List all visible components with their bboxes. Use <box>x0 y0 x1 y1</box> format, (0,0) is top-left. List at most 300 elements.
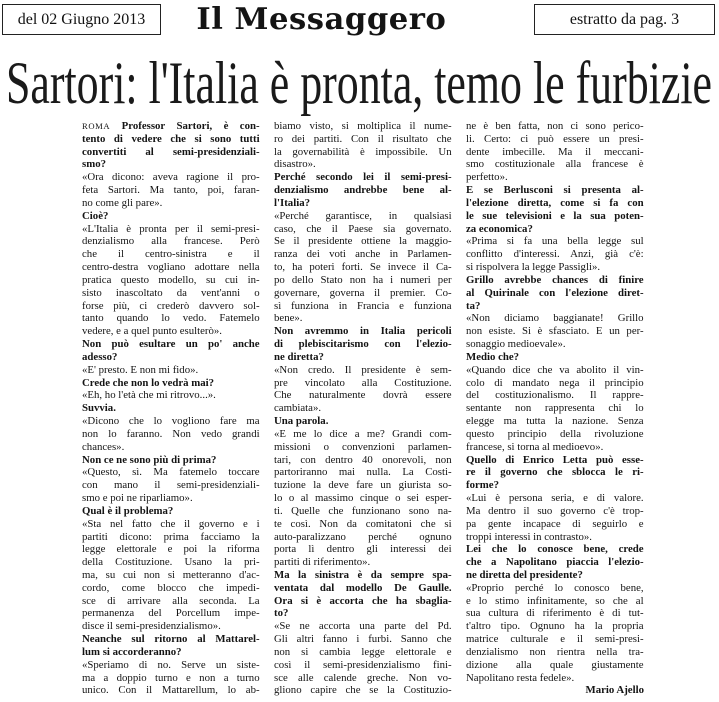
line-text: denzialismo non rientra nella tra- <box>466 645 644 658</box>
byline <box>466 684 644 697</box>
text-line <box>274 312 452 325</box>
line-text: sce alle calende greche. Non vo- <box>274 671 452 684</box>
interview-answer <box>82 364 260 377</box>
interview-question <box>466 543 644 581</box>
line-text: perfetto». <box>466 171 508 184</box>
text-line <box>274 210 452 223</box>
line-text: e lo stimo infinitamente, so che al <box>466 594 644 607</box>
line-text: Ma dentro il suo governo c'è trop- <box>466 504 644 517</box>
text-line <box>82 595 260 608</box>
interview-answer <box>82 518 260 633</box>
line-text: tento di vedere che si sono tutti <box>82 132 260 145</box>
text-line <box>82 197 260 210</box>
text-line <box>466 607 644 620</box>
line-text: le sue televisioni e la sua poten- <box>466 209 644 222</box>
line-text: Una parola. <box>274 415 329 428</box>
line-text: no come gli pare». <box>82 196 163 209</box>
line-text: questo principio della rivoluzione <box>466 427 644 440</box>
page-reference-box <box>534 4 715 35</box>
text-line <box>466 556 644 569</box>
line-text: lo o al massimo cinque o sei esper- <box>274 492 452 505</box>
text-line <box>466 492 644 505</box>
line-text: disce il semi-presidenzialismo». <box>82 620 221 633</box>
line-text: smo costituzionale alla francese è <box>466 158 644 171</box>
line-text: l'elezione diretta, come si fa con <box>466 196 644 209</box>
line-text: l'Italia? <box>274 196 310 209</box>
line-text: Quello di Enrico Letta può esse- <box>466 453 644 466</box>
line-text: re il governo che sblocca le ri- <box>466 466 644 479</box>
text-line <box>466 287 644 300</box>
line-text: auto-paralizzano perché ognuno <box>274 530 452 543</box>
text-line <box>466 531 644 544</box>
line-text: Neanche sul ritorno al Mattarel- <box>82 633 260 646</box>
text-line <box>274 120 452 133</box>
line-text: sce di arrivare alla seconda. La <box>82 594 260 607</box>
text-line <box>82 582 260 595</box>
line-text: chances». <box>82 440 125 453</box>
text-line <box>466 184 644 197</box>
line-text: E se Berlusconi si presenta al- <box>466 184 644 197</box>
line-text: del costituzionalismo. Il rappre- <box>466 389 644 402</box>
line-text: ne diretta? <box>274 350 324 363</box>
text-line <box>274 133 452 146</box>
text-line <box>82 364 260 377</box>
interview-answer <box>274 210 452 325</box>
text-line <box>82 492 260 505</box>
line-text: elegge ma tutta la nazione. Senza <box>466 415 644 428</box>
line-text: te così. Non da comitatoni che si <box>274 517 452 530</box>
text-line <box>82 518 260 531</box>
line-text: pratica questo modello, su cui in- <box>82 273 260 286</box>
line-text: Medio che? <box>466 350 520 363</box>
text-line <box>82 428 260 441</box>
line-text: vedere, e a quel punto esulterò». <box>82 325 223 338</box>
line-text: Se il presidente ottiene la maggio- <box>274 235 452 248</box>
dateline: ROMA <box>82 121 111 131</box>
line-text: Non ce ne sono più di prima? <box>82 453 217 466</box>
text-line <box>274 389 452 402</box>
text-line <box>274 620 452 633</box>
interview-answer <box>82 389 260 402</box>
line-text: «Eh, ho l'età che mi ritrovo...». <box>82 389 216 402</box>
text-line <box>274 325 452 338</box>
text-line <box>274 531 452 544</box>
line-text: ventata dal modello De Gaulle. <box>274 581 452 594</box>
line-text: centro-destra vogliano adottare nella <box>82 261 260 274</box>
line-text: conflitto d'interessi. Anzi, già c'è: <box>466 248 644 261</box>
text-line <box>466 582 644 595</box>
text-line <box>466 210 644 223</box>
text-line <box>466 235 644 248</box>
text-line <box>466 158 644 171</box>
line-text: «Dicono che lo vogliono fare ma <box>82 415 260 428</box>
line-text: denzialismo andrebbe bene al- <box>274 184 452 197</box>
line-text: si rispolvera la legge Passigli». <box>466 261 601 274</box>
article-column-3 <box>466 120 644 697</box>
text-line <box>82 210 260 223</box>
line-text: to? <box>274 607 289 620</box>
text-line <box>274 569 452 582</box>
line-text: Grillo avrebbe chances di finire <box>466 273 644 286</box>
line-text: «Quando dice che va abolito il vin- <box>466 363 644 376</box>
text-line <box>466 466 644 479</box>
line-text: cordo, come blocco che impedi- <box>82 581 260 594</box>
line-text: tanto quando lo vedo. Fatemelo <box>82 312 260 325</box>
text-line <box>82 505 260 518</box>
line-text: non esiste. Si è sfasciato. E un per- <box>466 325 644 338</box>
line-text: sisto inascoltato da vent'anni o <box>82 286 260 299</box>
line-text: feta Sartori. Ma tanto, poi, faran- <box>82 184 260 197</box>
text-line <box>274 223 452 236</box>
line-text: tari, con dentro 40 onorevoli, non <box>274 453 452 466</box>
text-line <box>82 184 260 197</box>
line-text: «Ora dicono: aveva ragione il pro- <box>82 171 260 184</box>
interview-question <box>82 402 260 415</box>
text-line <box>82 646 260 659</box>
text-line <box>82 248 260 261</box>
line-text: Perché secondo lei il semi-presi- <box>274 171 452 184</box>
line-text: partiti dicono: prima facciamo la <box>82 530 260 543</box>
line-text: sì funziona in Francia e funziona <box>274 299 452 312</box>
line-text: sentante non rappresenta chi lo <box>466 402 644 415</box>
text-line <box>274 146 452 159</box>
text-line <box>274 351 452 364</box>
line-text: non lo faranno. Non vedo grandi <box>82 427 260 440</box>
text-line <box>82 325 260 338</box>
text-line <box>466 274 644 287</box>
text-line <box>274 441 452 454</box>
interview-answer <box>466 492 644 543</box>
interview-question <box>466 274 644 312</box>
text-line <box>82 120 260 133</box>
line-text: «Lui è persona seria, e di valore. <box>466 492 644 505</box>
interview-answer <box>274 120 452 171</box>
text-line <box>466 441 644 454</box>
text-line <box>82 569 260 582</box>
line-text: cambiata». <box>274 402 322 415</box>
text-line <box>466 646 644 659</box>
text-line <box>466 197 644 210</box>
text-line <box>82 223 260 236</box>
line-text: ta? <box>466 299 481 312</box>
line-text: dente imbecille. Ma il meccani- <box>466 145 644 158</box>
text-line <box>466 505 644 518</box>
interview-answer <box>82 415 260 453</box>
text-line <box>82 274 260 287</box>
text-line <box>82 158 260 171</box>
line-text: biamo visto, si moltiplica il nume- <box>274 120 452 132</box>
text-line <box>274 633 452 646</box>
text-line <box>82 441 260 454</box>
line-text: governare, governa il premier. Co- <box>274 286 452 299</box>
interview-question <box>274 415 452 428</box>
line-text: «Speriamo di no. Serve un siste- <box>82 658 260 671</box>
line-text: forme? <box>466 479 499 492</box>
line-text: partiti di riferimento». <box>274 556 371 569</box>
article-column-1 <box>82 120 260 697</box>
interview-question <box>274 569 452 620</box>
interview-answer <box>466 235 644 273</box>
line-text: Suvvia. <box>82 402 116 415</box>
interview-question <box>466 351 644 364</box>
text-line <box>274 428 452 441</box>
interview-question <box>82 210 260 223</box>
text-line <box>466 454 644 467</box>
line-text: Che naturalmente dovrà essere <box>274 389 452 402</box>
line-text: permanenza del Porcellum impe- <box>82 607 260 620</box>
masthead-title: Il Messaggero <box>196 2 446 37</box>
text-line <box>466 659 644 672</box>
line-text: pa gente incapace di seguirlo e <box>466 517 644 530</box>
text-line <box>466 389 644 402</box>
text-line <box>82 543 260 556</box>
interview-answer <box>466 312 644 350</box>
interview-question <box>466 184 644 235</box>
line-text: Professor Sartori, è con- <box>121 120 260 132</box>
line-text: ma a doppio turno e non a turno <box>82 671 260 684</box>
line-text: «Prima si fa una bella legge sul <box>466 235 644 248</box>
text-line <box>82 531 260 544</box>
text-line <box>274 659 452 672</box>
text-line <box>466 684 644 697</box>
interview-question <box>466 454 644 492</box>
text-line <box>466 120 644 133</box>
text-line <box>274 300 452 313</box>
interview-answer <box>466 582 644 685</box>
text-line <box>466 146 644 159</box>
text-line <box>274 402 452 415</box>
line-text: «Non diciamo baggianate! Grillo <box>466 312 644 325</box>
line-text: partoriranno mai nulla. La Costi- <box>274 466 452 479</box>
line-text: ranza dei voti anche in Parlamen- <box>274 248 452 261</box>
interview-answer <box>82 659 260 697</box>
line-text: adesso? <box>82 350 118 363</box>
line-text: za economica? <box>466 222 533 235</box>
text-line <box>82 235 260 248</box>
text-line <box>274 672 452 685</box>
publication-date: del 02 Giugno 2013 <box>17 10 146 28</box>
text-line <box>274 607 452 620</box>
text-line <box>274 454 452 467</box>
text-line <box>82 479 260 492</box>
line-text: Qual è il problema? <box>82 504 174 517</box>
line-text: caso, che il Paese sia governato. <box>274 222 452 235</box>
line-text: ti. Quelle che funzionano sono na- <box>274 504 452 517</box>
line-text: Cioè? <box>82 209 109 222</box>
text-line <box>274 274 452 287</box>
line-text: disastro». <box>274 158 316 171</box>
line-text: «E me lo dice a me? Grandi com- <box>274 427 452 440</box>
line-text: smo? <box>82 158 106 171</box>
line-text: ne diretta del presidente? <box>466 568 583 581</box>
text-line <box>274 505 452 518</box>
text-line <box>466 300 644 313</box>
text-line <box>274 595 452 608</box>
text-line <box>82 466 260 479</box>
line-text: «Perché garantisce, in qualsiasi <box>274 209 452 222</box>
text-line <box>274 184 452 197</box>
text-line <box>82 556 260 569</box>
text-line <box>274 479 452 492</box>
text-line <box>466 133 644 146</box>
line-text: missioni o convenzioni parlamen- <box>274 440 452 453</box>
interview-question <box>82 377 260 390</box>
interview-answer <box>274 620 452 697</box>
interview-question <box>82 454 260 467</box>
line-text: convertiti al semi-presidenziali- <box>82 145 260 158</box>
text-line <box>466 518 644 531</box>
text-line <box>274 235 452 248</box>
line-text: con mano il semi-presidenziali- <box>82 479 260 492</box>
text-line <box>82 684 260 697</box>
line-text: tuzione la deve fare un giurista so- <box>274 479 452 492</box>
line-text: dizione alla quale giustamente <box>466 658 644 671</box>
interview-question <box>274 325 452 363</box>
date-box <box>2 4 161 35</box>
text-line <box>466 415 644 428</box>
line-text: Gli altri fanno i furbi. Sanno che <box>274 633 452 646</box>
text-line <box>82 338 260 351</box>
text-line <box>466 325 644 338</box>
text-line <box>274 415 452 428</box>
text-line <box>82 377 260 390</box>
text-line <box>466 338 644 351</box>
masthead <box>190 2 452 38</box>
headline <box>6 50 713 116</box>
line-text: la governabilità è impossibile. Un <box>274 145 452 158</box>
interview-question <box>82 338 260 364</box>
line-text: to, ha poteri forti. Se invece il Ca- <box>274 261 452 274</box>
text-line <box>274 248 452 261</box>
text-line <box>82 389 260 402</box>
interview-answer <box>274 428 452 569</box>
line-text: «Proprio perché lo conosco bene, <box>466 581 644 594</box>
interview-answer <box>82 171 260 209</box>
text-line <box>82 454 260 467</box>
line-text: «L'Italia è pronta per il semi-presi- <box>82 222 260 235</box>
article-column-2 <box>274 120 452 697</box>
interview-answer <box>82 466 260 504</box>
line-text: Napolitano resta fedele». <box>466 671 575 684</box>
line-text: forse più, ci crederò davvero sol- <box>82 299 260 312</box>
line-text: Lei che lo conosce bene, crede <box>466 543 644 556</box>
text-line <box>274 466 452 479</box>
line-text: t'altro tipo. Ognuno ha la propria <box>466 620 644 633</box>
text-line <box>82 620 260 633</box>
line-text: sua cultura di riferimento è di tut- <box>466 607 644 620</box>
text-line <box>82 659 260 672</box>
line-text: al Quirinale con l'elezione diret- <box>466 286 644 299</box>
interview-question <box>274 171 452 209</box>
line-text: bene». <box>274 312 303 325</box>
text-line <box>274 197 452 210</box>
text-line <box>82 287 260 300</box>
text-line <box>82 633 260 646</box>
text-line <box>274 543 452 556</box>
interview-question <box>82 505 260 518</box>
line-text: Ora si è accorta che ha sbaglia- <box>274 594 452 607</box>
interview-answer <box>82 223 260 338</box>
headline-text: Sartori: l'Italia è pronta, temo le furbizie <box>6 50 712 116</box>
line-text: «E' presto. E non mi fido». <box>82 363 199 376</box>
text-line <box>274 556 452 569</box>
line-text: unico. Con il Mattarellum, lo ab- <box>82 684 260 697</box>
text-line <box>274 377 452 390</box>
page-reference: estratto da pag. 3 <box>569 10 680 28</box>
line-text: francese, si torna al medioevo». <box>466 440 604 453</box>
line-text: Ma la sinistra è da sempre spa- <box>274 568 452 581</box>
interview-answer <box>466 364 644 454</box>
line-text: non si cambia legge elettorale e <box>274 645 452 658</box>
line-text: gliono capire che se la Costituzio- <box>274 684 452 697</box>
line-text: li. Certo: ci può essere un presi- <box>466 132 644 145</box>
line-text: smo e poi ne riparliamo». <box>82 492 193 505</box>
text-line <box>466 569 644 582</box>
text-line <box>274 364 452 377</box>
text-line <box>82 672 260 685</box>
text-line <box>466 171 644 184</box>
line-text: Mario Ajello <box>585 684 644 697</box>
line-text: ne è ben fatta, non ci sono perico- <box>466 120 644 132</box>
line-text: «Sta nel fatto che il governo e i <box>82 517 260 530</box>
line-text: legge elettorale e poi la riforma <box>82 543 260 556</box>
text-line <box>82 351 260 364</box>
line-text: «Non credo. Il presidente è sem- <box>274 363 452 376</box>
text-line <box>274 338 452 351</box>
text-line <box>466 364 644 377</box>
text-line <box>466 351 644 364</box>
text-line <box>82 133 260 146</box>
text-line <box>274 287 452 300</box>
line-text: così il semi-presidenzialismo fini- <box>274 658 452 671</box>
line-text: po dello Stato non ha i numeri per <box>274 273 452 286</box>
text-line <box>82 402 260 415</box>
text-line <box>274 582 452 595</box>
line-text: Crede che non lo vedrà mai? <box>82 376 215 389</box>
text-line <box>466 377 644 390</box>
text-line <box>466 479 644 492</box>
interview-answer <box>274 364 452 415</box>
text-line <box>466 223 644 236</box>
line-text: Non può esultare un po' anche <box>82 338 260 351</box>
line-text: pre vincolato alla Costituzione. <box>274 376 452 389</box>
text-line <box>466 261 644 274</box>
text-line <box>466 543 644 556</box>
line-text: che a Napolitano piaccia l'elezio- <box>466 556 644 569</box>
line-text: colo di mandato nega il principio <box>466 376 644 389</box>
text-line <box>82 300 260 313</box>
text-line <box>466 595 644 608</box>
text-line <box>466 248 644 261</box>
text-line <box>274 492 452 505</box>
line-text: ma, su cui non si metteranno d'ac- <box>82 568 260 581</box>
text-line <box>82 312 260 325</box>
interview-answer <box>466 120 644 184</box>
text-line <box>274 261 452 274</box>
line-text: sonaggio medioevale». <box>466 338 566 351</box>
text-line <box>274 646 452 659</box>
text-line <box>274 158 452 171</box>
text-line <box>466 312 644 325</box>
line-text: porta lì dentro gli interessi dei <box>274 543 452 556</box>
text-line <box>82 171 260 184</box>
line-text: Non avremmo in Italia pericoli <box>274 325 452 338</box>
text-line <box>274 518 452 531</box>
line-text: troppi interessi in contrasto». <box>466 530 592 543</box>
interview-question <box>82 120 260 171</box>
text-line <box>274 171 452 184</box>
line-text: della Costituzione. Usano la pri- <box>82 556 260 569</box>
